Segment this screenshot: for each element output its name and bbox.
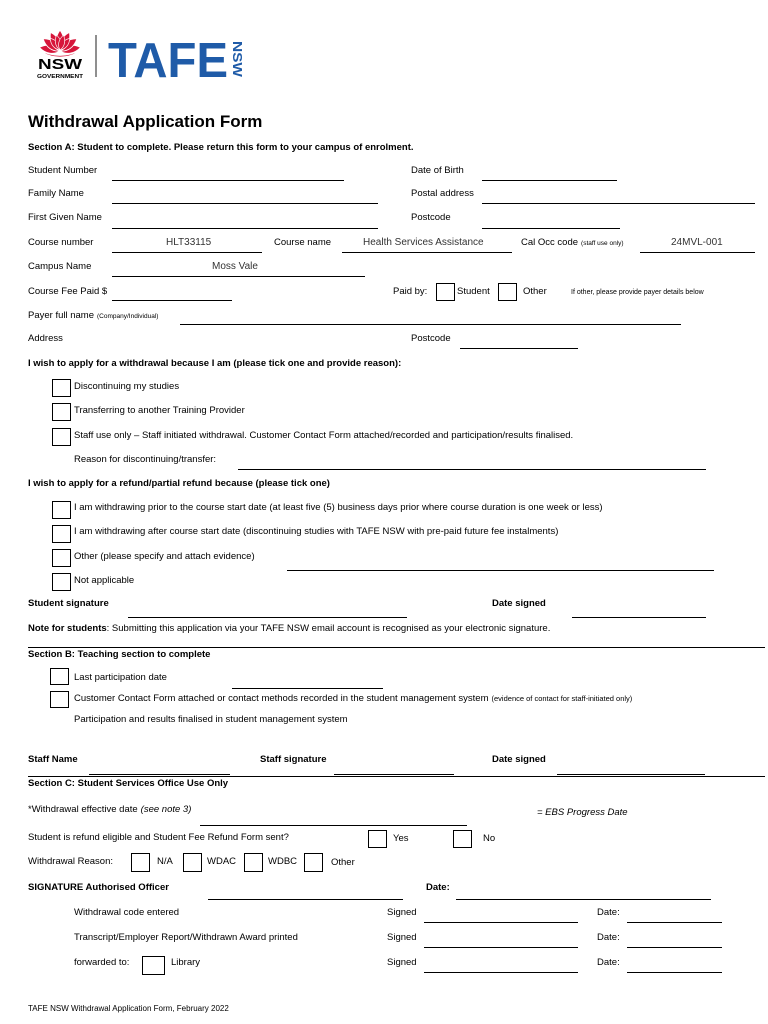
family-name-field[interactable]	[112, 191, 378, 204]
refund-prior-start-checkbox[interactable]	[52, 501, 71, 519]
student-note-lead: Note for students	[28, 623, 107, 634]
refund-after-start-checkbox[interactable]	[52, 525, 71, 543]
withdrawal-effective-date-label-text: *Withdrawal effective date	[28, 804, 138, 815]
refund-other-checkbox[interactable]	[52, 549, 71, 567]
office-task-date-label: Date:	[597, 932, 620, 943]
first-given-name-label: First Given Name	[28, 212, 102, 223]
refund-not-applicable-checkbox[interactable]	[52, 573, 71, 591]
postcode-field[interactable]	[482, 216, 620, 229]
course-number-value: HLT33115	[166, 237, 212, 248]
office-task-date-label: Date:	[597, 957, 620, 968]
section-a-heading: Section A: Student to complete. Please return this form to your campus of enrolment.	[28, 142, 414, 153]
customer-contact-checkbox[interactable]	[50, 691, 69, 708]
course-fee-paid-label: Course Fee Paid $	[28, 286, 108, 297]
campus-name-field[interactable]	[112, 261, 365, 277]
cal-occ-code-label-text: Cal Occ code	[521, 237, 579, 248]
withdrawal-discontinuing-label: Discontinuing my studies	[74, 381, 180, 392]
payer-full-name-label-text: Payer full name	[28, 310, 95, 321]
tafe-wordmark: TAFE	[108, 34, 228, 88]
course-name-value: Health Services Assistance	[363, 237, 484, 248]
paid-by-note: If other, please provide payer details below	[571, 289, 704, 296]
office-task-signed-label: Signed	[387, 932, 417, 943]
tafe-nsw-vertical-wordmark: NSW	[230, 41, 244, 71]
reason-na-checkbox[interactable]	[131, 853, 150, 872]
authorised-officer-date-field[interactable]	[456, 887, 711, 900]
reason-wdbc-checkbox[interactable]	[244, 853, 263, 872]
payer-full-name-field[interactable]	[180, 312, 681, 325]
address-label: Address	[28, 333, 63, 344]
office-task-date-field[interactable]	[627, 960, 722, 973]
reason-wdac-checkbox[interactable]	[183, 853, 202, 872]
section-c-heading: Section C: Student Services Office Use Only	[28, 778, 229, 789]
government-wordmark: GOVERNMENT	[37, 74, 84, 80]
refund-eligible-no-checkbox[interactable]	[453, 830, 472, 848]
withdrawal-reason-field[interactable]	[238, 457, 706, 470]
reason-na-label: N/A	[157, 856, 173, 867]
student-note	[28, 623, 550, 635]
office-task-date-field[interactable]	[627, 935, 722, 948]
refund-prior-start-label: I am withdrawing prior to the course start date (at least five (5) business days prior where course duration is one week or less)	[74, 502, 603, 513]
paid-by-other-label: Other	[523, 286, 547, 297]
staff-name-label: Staff Name	[28, 754, 78, 765]
waratah-icon	[39, 30, 82, 57]
customer-contact-note: (evidence of contact for staff-initiated only)	[491, 694, 633, 703]
nsw-wordmark: NSW	[38, 56, 84, 73]
office-task-date-field[interactable]	[627, 910, 722, 923]
family-name-label: Family Name	[28, 188, 84, 199]
withdrawal-effective-date-label	[28, 804, 191, 816]
date-of-birth-label: Date of Birth	[411, 165, 464, 176]
staff-name-field[interactable]	[89, 762, 230, 775]
cal-occ-code-field[interactable]	[640, 237, 755, 253]
first-given-name-field[interactable]	[112, 216, 378, 229]
page-footer: TAFE NSW Withdrawal Application Form, February 2022	[28, 1004, 229, 1013]
cal-occ-code-label	[521, 237, 624, 250]
staff-date-signed-field[interactable]	[557, 762, 705, 775]
student-date-signed-label: Date signed	[492, 598, 546, 609]
withdrawal-discontinuing-checkbox[interactable]	[52, 379, 71, 397]
library-checkbox[interactable]	[142, 956, 165, 975]
authorised-officer-signature-field[interactable]	[208, 887, 403, 900]
postcode-label: Postcode	[411, 212, 451, 223]
authorised-officer-label: SIGNATURE Authorised Officer	[28, 882, 169, 893]
course-number-label: Course number	[28, 237, 94, 248]
office-task-signed-label: Signed	[387, 907, 417, 918]
withdrawal-staff-initiated-checkbox[interactable]	[52, 428, 71, 446]
office-task-label: Transcript/Employer Report/Withdrawn Award printed	[74, 932, 298, 943]
course-number-field[interactable]	[112, 237, 262, 253]
refund-eligible-yes-checkbox[interactable]	[368, 830, 387, 848]
header-logos	[0, 0, 260, 90]
postal-address-field[interactable]	[482, 191, 755, 204]
nsw-government-logo	[37, 30, 84, 80]
withdrawal-heading: I wish to apply for a withdrawal because I am (please tick one and provide reason):	[28, 358, 402, 369]
student-signature-label: Student signature	[28, 598, 109, 609]
tafe-nsw-logo	[108, 34, 244, 88]
office-task-date-label: Date:	[597, 907, 620, 918]
course-name-field[interactable]	[342, 237, 512, 253]
campus-name-label: Campus Name	[28, 261, 92, 272]
student-date-signed-field[interactable]	[572, 605, 706, 618]
office-task-label: Withdrawal code entered	[74, 907, 180, 918]
section-b-heading: Section B: Teaching section to complete	[28, 649, 211, 660]
section-divider	[28, 647, 765, 648]
course-name-label: Course name	[274, 237, 332, 248]
office-task-signed-field[interactable]	[424, 910, 578, 923]
office-task-signed-label: Signed	[387, 957, 417, 968]
student-number-label: Student Number	[28, 165, 98, 176]
section-divider	[28, 776, 765, 777]
last-participation-label: Last participation date	[74, 672, 167, 683]
cal-occ-code-note: (staff use only)	[581, 240, 624, 247]
refund-heading: I wish to apply for a refund/partial refund because (please tick one)	[28, 478, 330, 489]
refund-other-label: Other (please specify and attach evidence)	[74, 551, 255, 562]
campus-name-value: Moss Vale	[212, 261, 258, 272]
payer-full-name-note: (Company/Individual)	[97, 313, 159, 320]
date-of-birth-field[interactable]	[482, 168, 617, 181]
refund-other-field[interactable]	[287, 558, 714, 571]
refund-after-start-label: I am withdrawing after course start date (discontinuing studies with TAFE NSW with pre-paid future fee instalments)	[74, 526, 559, 537]
staff-signature-field[interactable]	[334, 762, 454, 775]
paid-by-other-checkbox[interactable]	[498, 283, 517, 301]
withdrawal-effective-date-field[interactable]	[200, 813, 467, 826]
cal-occ-code-value: 24MVL-001	[671, 237, 723, 248]
office-task-signed-field[interactable]	[424, 935, 578, 948]
refund-eligible-no-label: No	[483, 833, 496, 844]
refund-eligible-yes-label: Yes	[393, 833, 409, 844]
library-label: Library	[171, 957, 201, 968]
form-title: Withdrawal Application Form	[28, 112, 263, 131]
refund-eligible-label: Student is refund eligible and Student Fee Refund Form sent?	[28, 832, 289, 843]
reason-other-checkbox[interactable]	[304, 853, 323, 872]
withdrawal-effective-date-note: (see note 3)	[140, 804, 192, 815]
withdrawal-reason-label: Reason for discontinuing/transfer:	[74, 454, 217, 465]
office-task-label: forwarded to:	[74, 957, 130, 968]
paid-by-student-label: Student	[457, 286, 490, 297]
address-postcode-label: Postcode	[411, 333, 451, 344]
refund-not-applicable-label: Not applicable	[74, 575, 135, 586]
student-number-field[interactable]	[112, 168, 344, 181]
ebs-progress-date-hint: = EBS Progress Date	[537, 807, 628, 818]
withdrawal-reason-code-label: Withdrawal Reason:	[28, 856, 114, 867]
customer-contact-label	[74, 693, 632, 705]
postal-address-label: Postal address	[411, 188, 474, 199]
reason-wdac-label: WDAC	[207, 856, 237, 867]
staff-date-signed-label: Date signed	[492, 754, 546, 765]
customer-contact-label-text: Customer Contact Form attached or contact methods recorded in the student management system	[74, 693, 489, 704]
last-participation-date-field[interactable]	[232, 676, 383, 689]
office-task-signed-field[interactable]	[424, 960, 578, 973]
staff-signature-label: Staff signature	[260, 754, 327, 765]
withdrawal-transferring-checkbox[interactable]	[52, 403, 71, 421]
paid-by-label: Paid by:	[393, 286, 428, 297]
payer-full-name-label	[28, 310, 158, 323]
address-postcode-field[interactable]	[460, 336, 578, 349]
authorised-officer-date-label: Date:	[426, 882, 450, 893]
student-signature-field[interactable]	[128, 605, 407, 618]
withdrawal-transferring-label: Transferring to another Training Provider	[74, 405, 245, 416]
last-participation-checkbox[interactable]	[50, 668, 69, 685]
paid-by-student-checkbox[interactable]	[436, 283, 455, 301]
reason-wdbc-label: WDBC	[268, 856, 298, 867]
student-note-text: : Submitting this application via your TAFE NSW email account is recognised as your electronic signature.	[106, 623, 551, 634]
reason-other-label: Other	[331, 857, 355, 868]
course-fee-paid-field[interactable]	[112, 288, 232, 301]
results-finalised-text: Participation and results finalised in student management system	[74, 714, 348, 725]
withdrawal-staff-initiated-label: Staff use only – Staff initiated withdrawal. Customer Contact Form attached/recorded and participation/results finalised.	[74, 430, 574, 441]
